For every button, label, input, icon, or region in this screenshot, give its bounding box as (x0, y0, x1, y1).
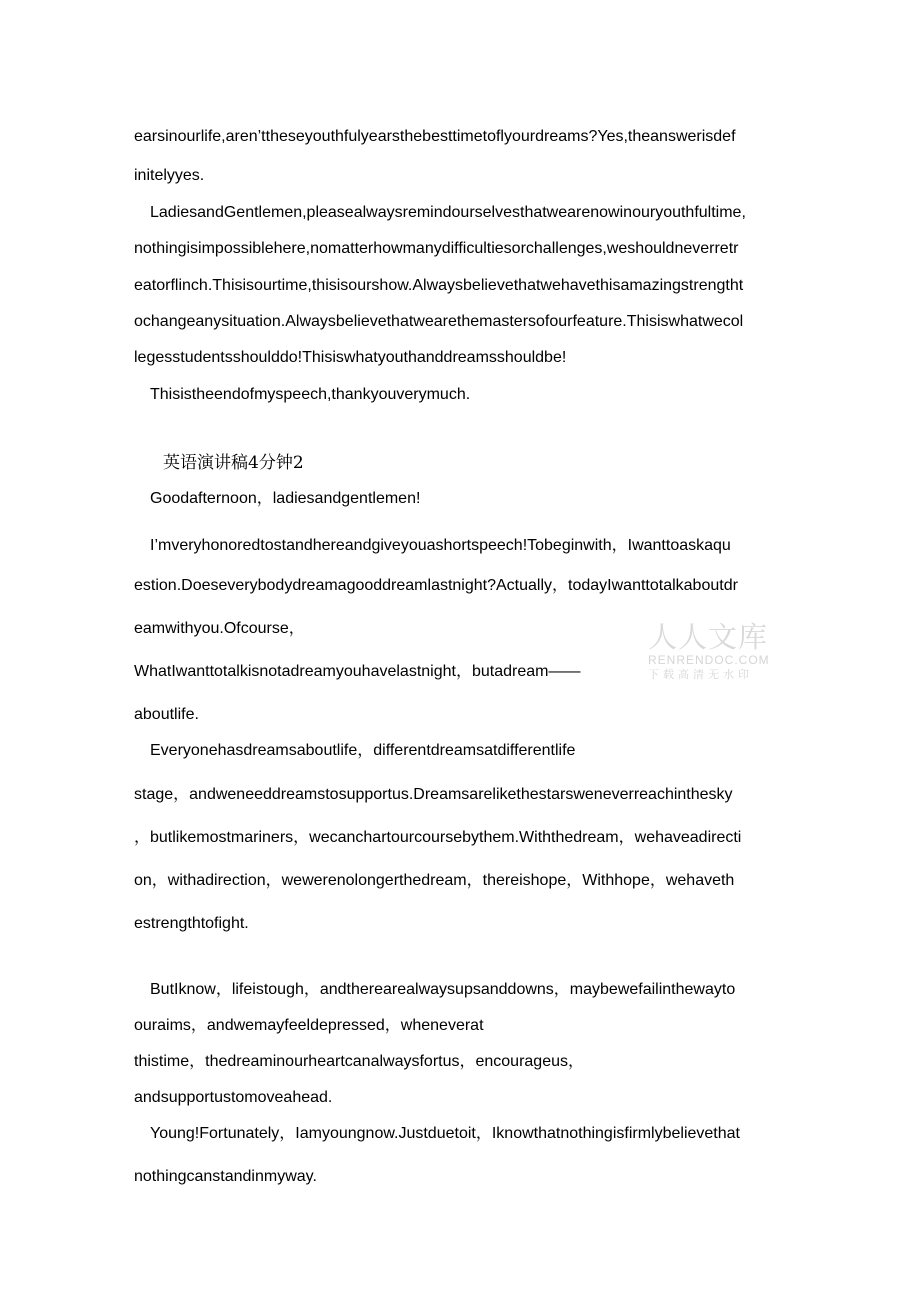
text-line: legesstudentsshoulddo!Thisiswhatyouthanddreamsshouldbe! (134, 349, 567, 366)
text-line: estrengthtofight. (134, 915, 249, 932)
text-line: LadiesandGentlemen,pleasealwaysremindourselvesthatwearenowinouryouthfultime, (150, 204, 746, 221)
text-line: I’mveryhonoredtostandhereandgiveyouashortspeech!Tobeginwith，Iwanttoaskaqu (150, 537, 731, 554)
text-line: thistime，thedreaminourheartcanalwaysfortus，encourageus， (134, 1053, 585, 1070)
text-line: stage，andweneeddreamstosupportus.Dreamsarelikethestarsweneverreachinthesky (134, 786, 733, 803)
text-line: estion.Doeseverybodydreamagooddreamlastnight?Actually，todayIwanttotalkaboutdr (134, 577, 738, 594)
text-line: eatorflinch.Thisisourtime,thisisourshow.Alwaysbelievethatwehavethisamazingstrengtht (134, 277, 744, 294)
text-line: on，withadirection，wewerenolongerthedream，thereishope，Withhope，wehaveth (134, 872, 735, 889)
text-line: earsinourlife,aren’ttheseyouthfulyearsthebesttimetoflyourdreams?Yes,theanswerisdef (134, 128, 736, 145)
text-line: Goodafternoon，ladiesandgentlemen! (150, 490, 421, 507)
text-line: aboutlife. (134, 706, 199, 723)
text-line: Thisistheendofmyspeech,thankyouverymuch. (150, 386, 471, 403)
text-line: WhatIwanttotalkisnotadreamyouhavelastnight，butadream—— (134, 663, 581, 680)
text-line: Everyonehasdreamsaboutlife，differentdreamsatdifferentlife (150, 742, 576, 759)
watermark-url: RENRENDOC.COM (648, 653, 770, 667)
watermark (646, 620, 774, 686)
text-line: nothingisimpossiblehere,nomatterhowmanydifficultiesorchallenges,weshouldneverretr (134, 240, 739, 257)
section-heading: 英语演讲稿4分钟2 (163, 453, 304, 473)
text-line: ，butlikemostmariners，wecanchartourcoursebythem.Withthedream，wehaveadirecti (134, 829, 742, 846)
text-line: ouraims，andwemayfeeldepressed，wheneverat (134, 1017, 484, 1034)
watermark-title: 人人文库 (648, 620, 769, 654)
text-line: ochangeanysituation.Alwaysbelievethatwearethemastersofourfeature.Thisiswhatwecol (134, 313, 744, 330)
text-line: andsupportustomoveahead. (134, 1089, 333, 1106)
text-line: nothingcanstandinmyway. (134, 1168, 317, 1185)
text-line: eamwithyou.Ofcourse， (134, 620, 305, 637)
watermark-subtitle: 下载高清无水印 (648, 668, 753, 681)
text-line: Young!Fortunately，Iamyoungnow.Justduetoit，Iknowthatnothingisfirmlybelievethat (150, 1125, 740, 1142)
text-line: initelyyes. (134, 167, 205, 184)
text-line: ButIknow，lifeistough，andtherearealwaysupsanddowns，maybewefailinthewayto (150, 981, 736, 998)
